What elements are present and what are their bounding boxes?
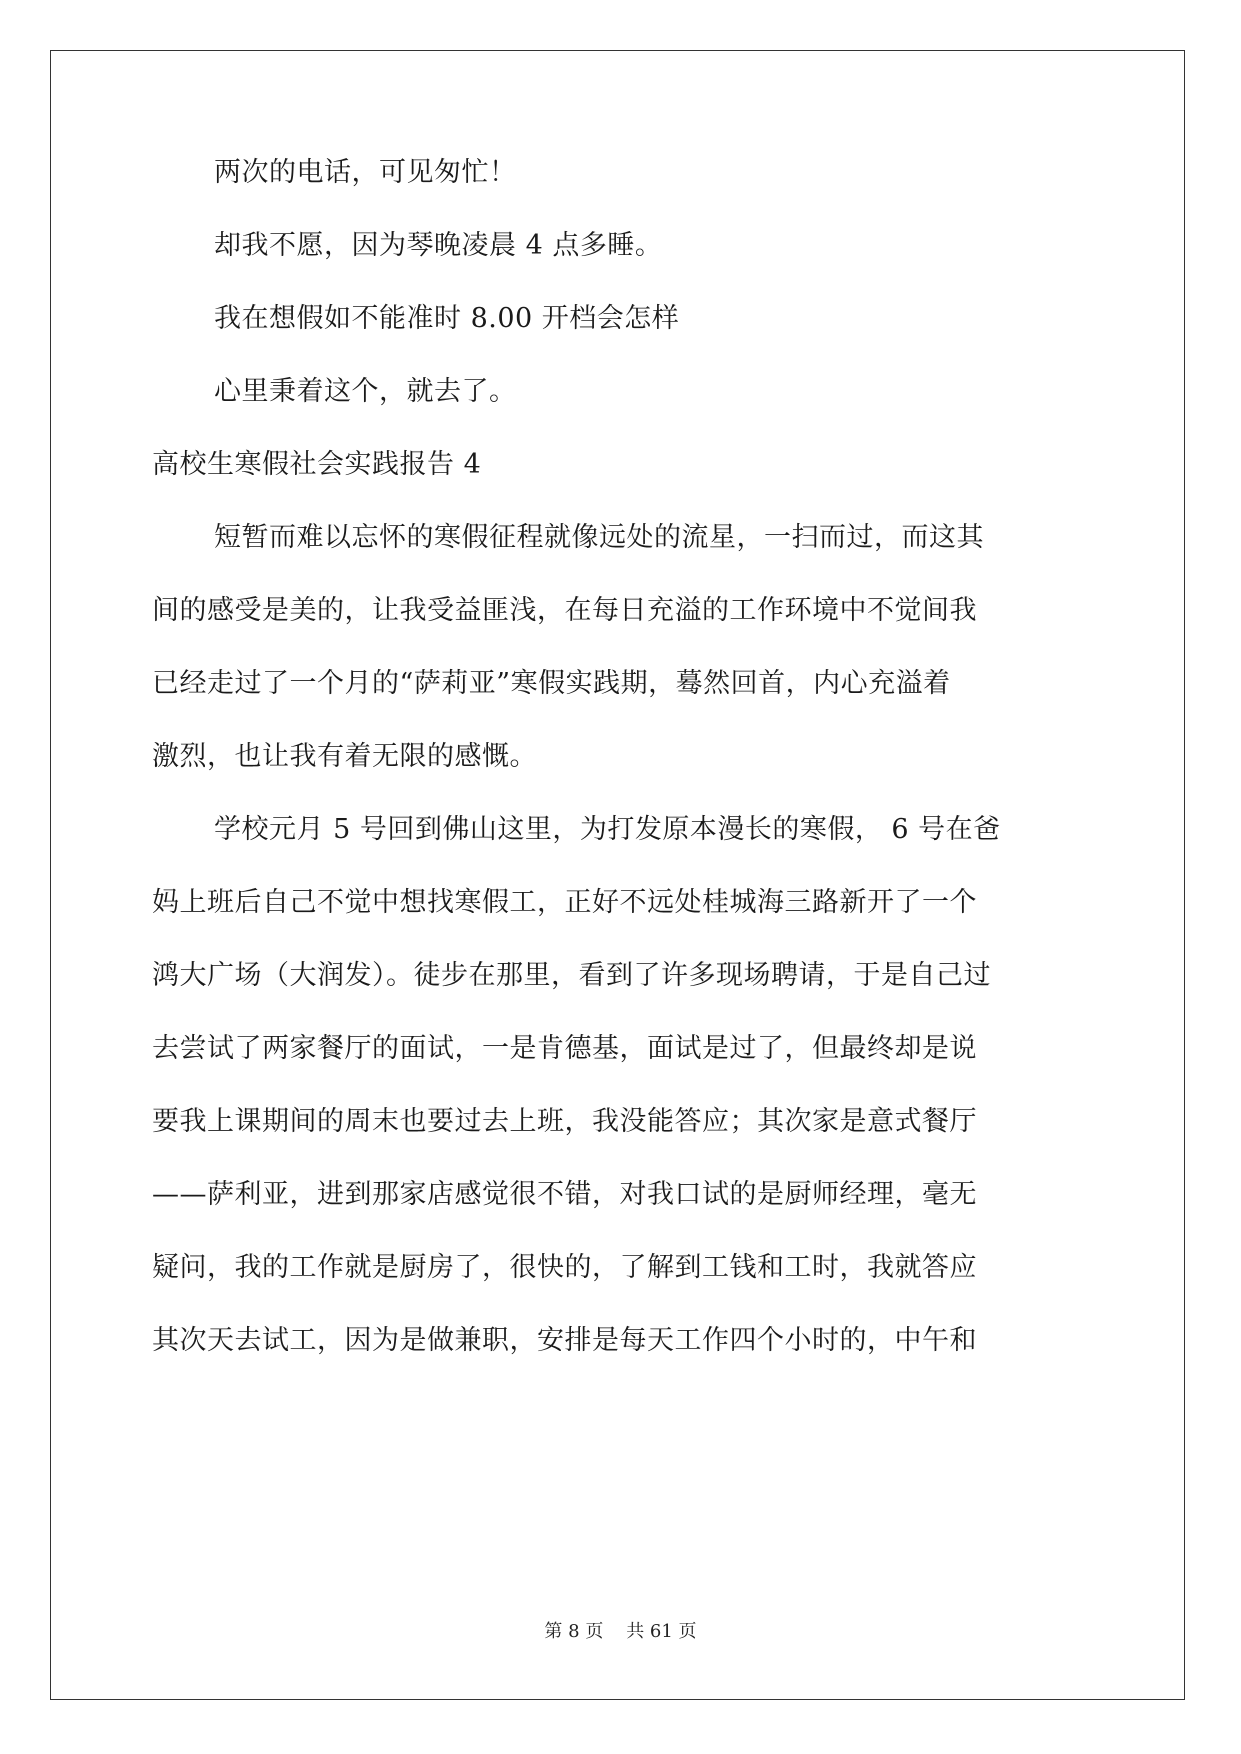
paragraph-line: 已经走过了一个月的“萨莉亚”寒假实践期，蓦然回首，内心充溢着 (152, 668, 951, 699)
paragraph-line: 我在想假如不能准时 8.00 开档会怎样 (214, 303, 680, 334)
paragraph-line: 短暂而难以忘怀的寒假征程就像远处的流星，一扫而过，而这其 (214, 522, 984, 553)
section-heading: 高校生寒假社会实践报告 4 (152, 449, 482, 480)
page-number: 第 8 页 共 61 页 (544, 1621, 697, 1642)
paragraph-line: ——萨利亚，进到那家店感觉很不错，对我口试的是厨师经理，毫无 (152, 1179, 977, 1210)
paragraph-line: 激烈，也让我有着无限的感慨。 (152, 741, 537, 772)
paragraph-line: 却我不愿，因为琴晚凌晨 4 点多睡。 (214, 230, 663, 261)
paragraph-line: 妈上班后自己不觉中想找寒假工，正好不远处桂城海三路新开了一个 (152, 887, 977, 918)
page-border (50, 50, 1185, 1700)
paragraph-line: 学校元月 5 号回到佛山这里，为打发原本漫长的寒假， 6 号在爸 (214, 814, 1001, 845)
paragraph-line: 两次的电话，可见匆忙！ (214, 157, 517, 188)
page-footer (0, 1621, 1241, 1643)
paragraph-line: 去尝试了两家餐厅的面试，一是肯德基，面试是过了，但最终却是说 (152, 1033, 977, 1064)
paragraph-line: 其次天去试工，因为是做兼职，安排是每天工作四个小时的，中午和 (152, 1325, 977, 1356)
paragraph-line: 间的感受是美的，让我受益匪浅，在每日充溢的工作环境中不觉间我 (152, 595, 977, 626)
paragraph-line: 心里秉着这个，就去了。 (214, 376, 517, 407)
paragraph-line: 鸿大广场（大润发）。徒步在那里，看到了许多现场聘请，于是自己过 (152, 960, 991, 991)
paragraph-line: 要我上课期间的周末也要过去上班，我没能答应；其次家是意式餐厅 (152, 1106, 977, 1137)
paragraph-line: 疑问，我的工作就是厨房了，很快的，了解到工钱和工时，我就答应 (152, 1252, 977, 1283)
